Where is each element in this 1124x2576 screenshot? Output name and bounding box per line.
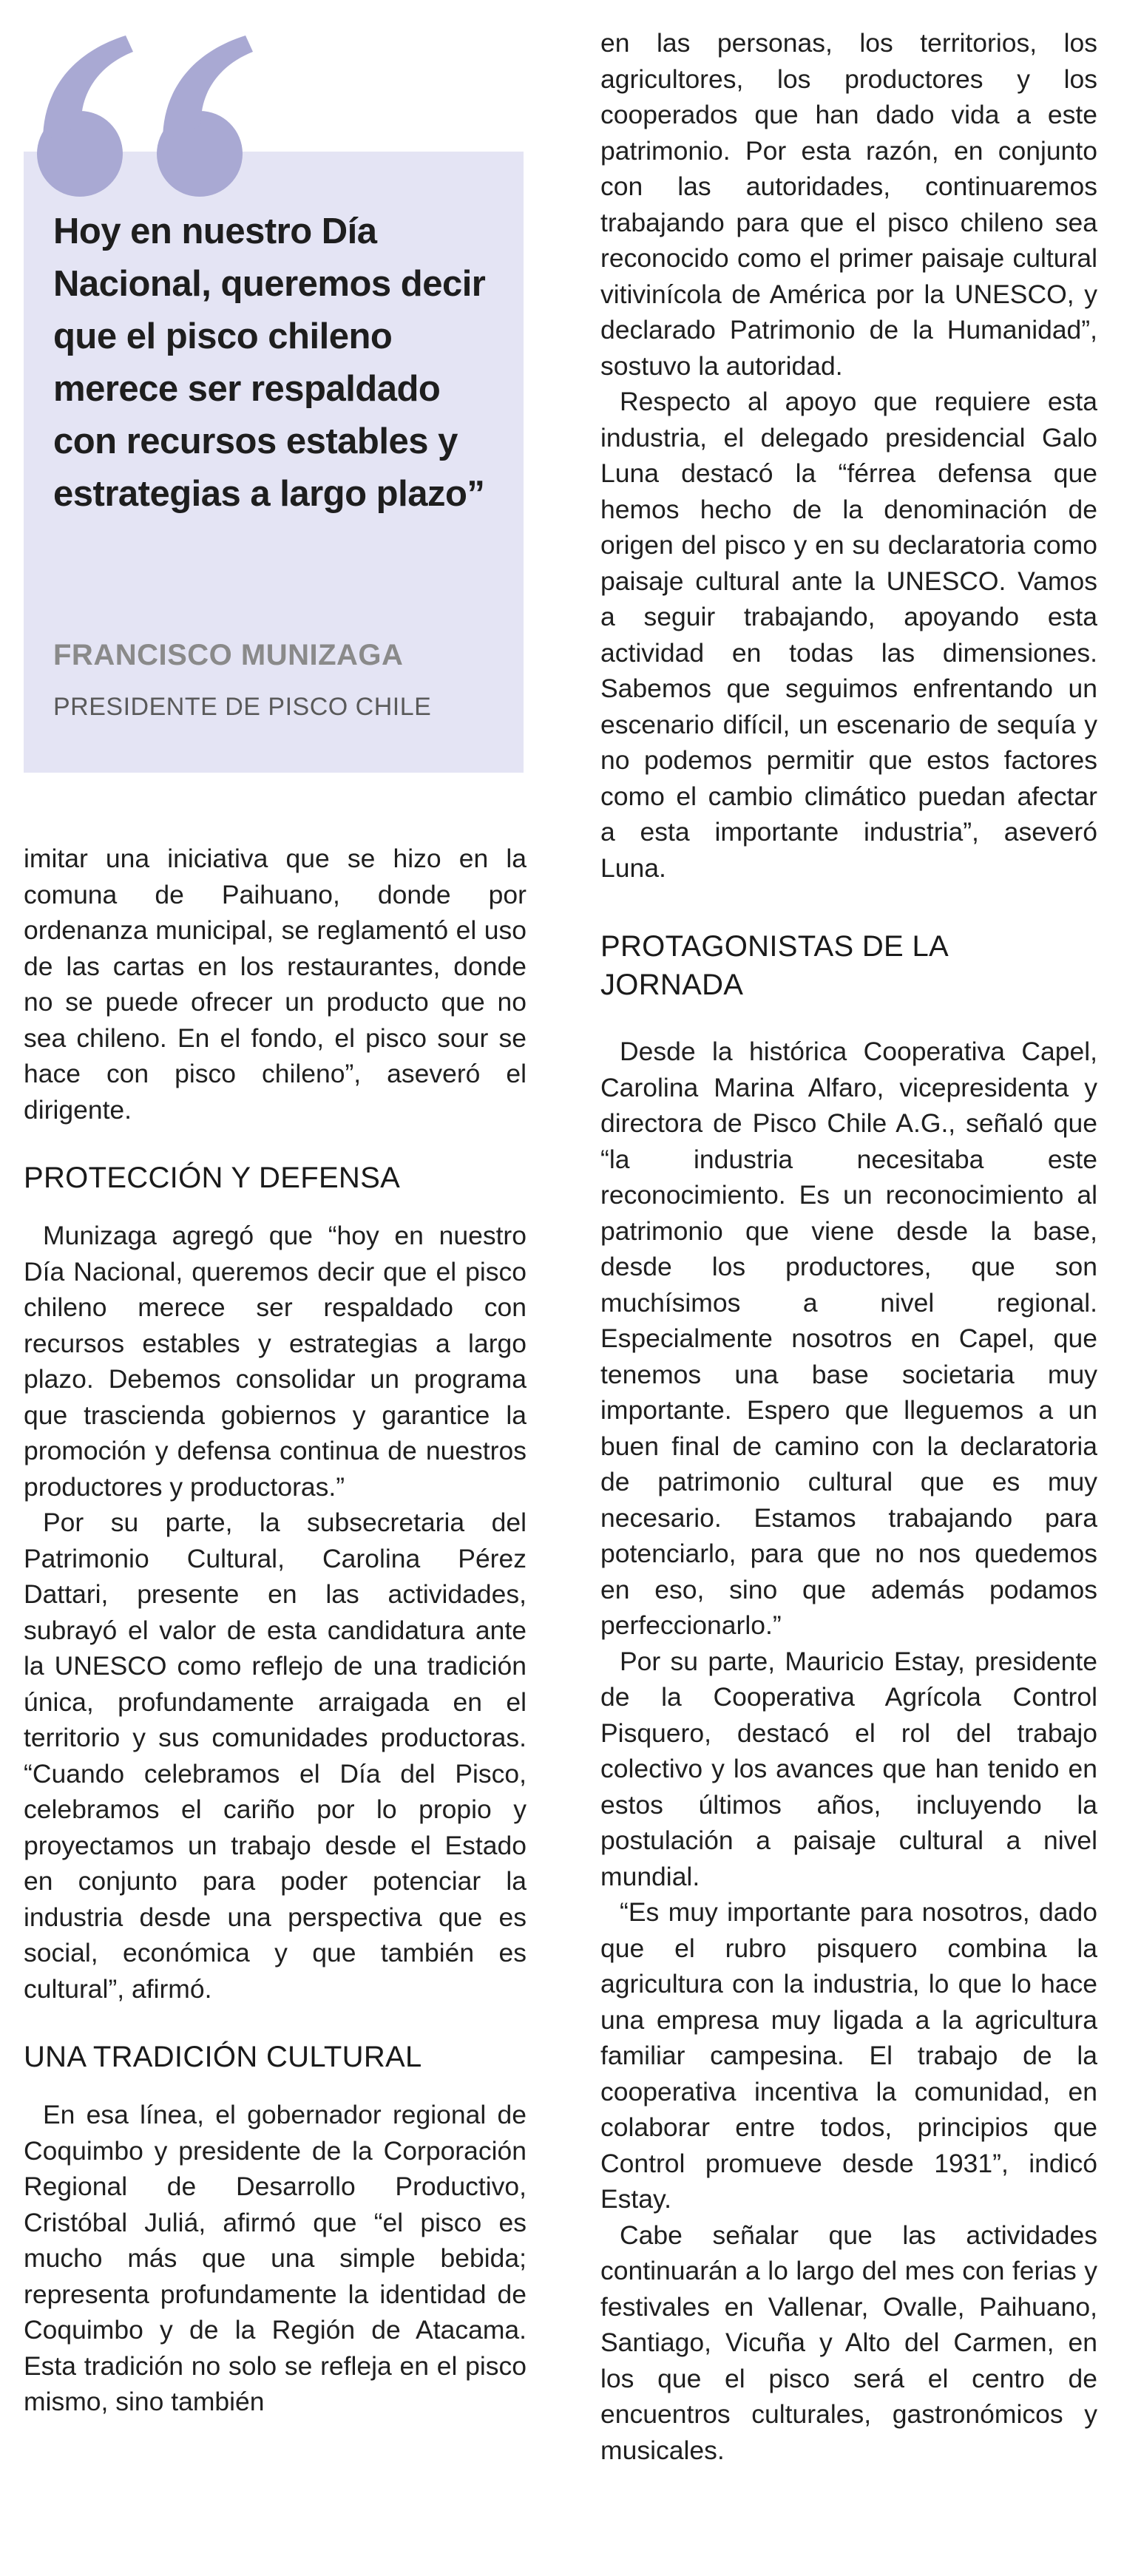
pull-quote-text: Hoy en nuestro Día Nacional, queremos decir que el pisco chileno merece ser respaldado con recursos estables y estrategias a largo plazo” xyxy=(53,211,486,514)
paragraph: “Es muy importante para nosotros, dado que el rubro pisquero combina la agricultura con la industria, lo que lo hace una empresa muy ligada a la agricultura familiar campesina. El trabajo de la cooperativa incentiva la comunidad, en colaborar entre todos, principios que Control promueve desde 1931”, indicó Estay. xyxy=(600,1897,1097,2214)
pull-quote xyxy=(24,0,527,773)
paragraph: Desde la histórica Cooperativa Capel, Carolina Marina Alfaro, vicepresidenta y directora de Pisco Chile A.G., señaló que “la industria necesitaba este reconocimiento. Es un reconocimiento al patrimonio que viene desde la base, desde los productores, que son muchísimos a nivel regional. Especialmente nosotros en Capel, que tenemos una base societaria muy importante. Espero que lleguemos a un buen final de camino con la declaratoria de patrimonio cultural que es muy necesario. Estamos trabajando para potenciarlo, para que no nos quedemos en eso, sino que además podamos perfeccionarlo.” xyxy=(600,1037,1097,1640)
pull-quote-role: PRESIDENTE DE PISCO CHILE xyxy=(53,693,432,721)
paragraph: En esa línea, el gobernador regional de Coquimbo y presidente de la Corporación Regional de Desarrollo Productivo, Cristóbal Juliá, afirmó que “el pisco es mucho más que una simple bebida; representa profundamente la identidad de Coquimbo y de la Región de Atacama. Esta tradición no solo se refleja en el pisco mismo, sino también xyxy=(24,2100,527,2416)
section-heading-protagonistas: PROTAGONISTAS DE LA JORNADA xyxy=(600,930,947,1001)
quote-marks-icon xyxy=(22,30,266,200)
paragraph: Por su parte, la subsecretaria del Patrimonio Cultural, Carolina Pérez Dattari, presente en las actividades, subrayó el valor de esta candidatura ante la UNESCO como reflejo de una tradición única, profundamente arraigada en el territorio y sus comunidades productoras. “Cuando celebramos el Día del Pisco, celebramos el cariño por lo propio y proyectamos un trabajo desde el Estado en conjunto para poder potenciar la industria desde una perspectiva que es social, económica y que también es cultural”, afirmó. xyxy=(24,1508,527,2004)
continuation-paragraph: en las personas, los territorios, los agricultores, los productores y los cooperados que han dado vida a este patrimonio. Por esta razón, en conjunto con las autoridades, continuaremos trabajando para que el pisco chileno sea reconocido como el primer paisaje cultural vitivinícola de América por la UNESCO, y declarado Patrimonio de la Humanidad”, sostuvo la autoridad. xyxy=(600,28,1097,381)
paragraph: Respecto al apoyo que requiere esta industria, el delegado presidencial Galo Luna destacó la “férrea defensa que hemos hecho de la denominación de origen del pisco y en su declaratoria como paisaje cultural ante la UNESCO. Vamos a seguir trabajando, apoyando esta actividad en todas las dimensiones. Sabemos que seguimos enfrentando un escenario difícil, un escenario de sequía y no podemos permitir que estos factores como el cambio climático puedan afectar a esta importante industria”, aseveró Luna. xyxy=(600,387,1097,883)
intro-paragraph: imitar una iniciativa que se hizo en la comuna de Paihuano, donde por ordenanza municipal, se reglamentó el uso de las cartas en los restaurantes, donde no se puede ofrecer un producto que no sea chileno. En el fondo, el pisco sour se hace con pisco chileno”, aseveró el dirigente. xyxy=(24,844,527,1125)
left-column xyxy=(24,0,527,2420)
paragraph: Cabe señalar que las actividades continuarán a lo largo del mes con ferias y festivales en Vallenar, Ovalle, Paihuano, Santiago, Vicuña y Alto del Carmen, en los que el pisco será el centro de encuentros culturales, gastronómicos y musicales. xyxy=(600,2220,1097,2465)
section-heading-tradicion: UNA TRADICIÓN CULTURAL xyxy=(24,2041,422,2073)
paragraph: Por su parte, Mauricio Estay, presidente de la Cooperativa Agrícola Control Pisquero, destacó el rol del trabajo colectivo y los avances que han tenido en estos últimos años, incluyendo la postulación a paisaje cultural a nivel mundial. xyxy=(600,1646,1097,1891)
paragraph: Munizaga agregó que “hoy en nuestro Día Nacional, queremos decir que el pisco chileno merece ser respaldado con recursos estables y estrategias a largo plazo. Debemos consolidar un programa que trascienda gobiernos y garantice la promoción y defensa continua de nuestros productores y productoras.” xyxy=(24,1221,527,1502)
left-body xyxy=(24,841,527,2420)
pull-quote-author: FRANCISCO MUNIZAGA xyxy=(53,639,404,671)
section-heading-proteccion: PROTECCIÓN Y DEFENSA xyxy=(24,1162,401,1194)
right-column xyxy=(600,25,1097,2468)
